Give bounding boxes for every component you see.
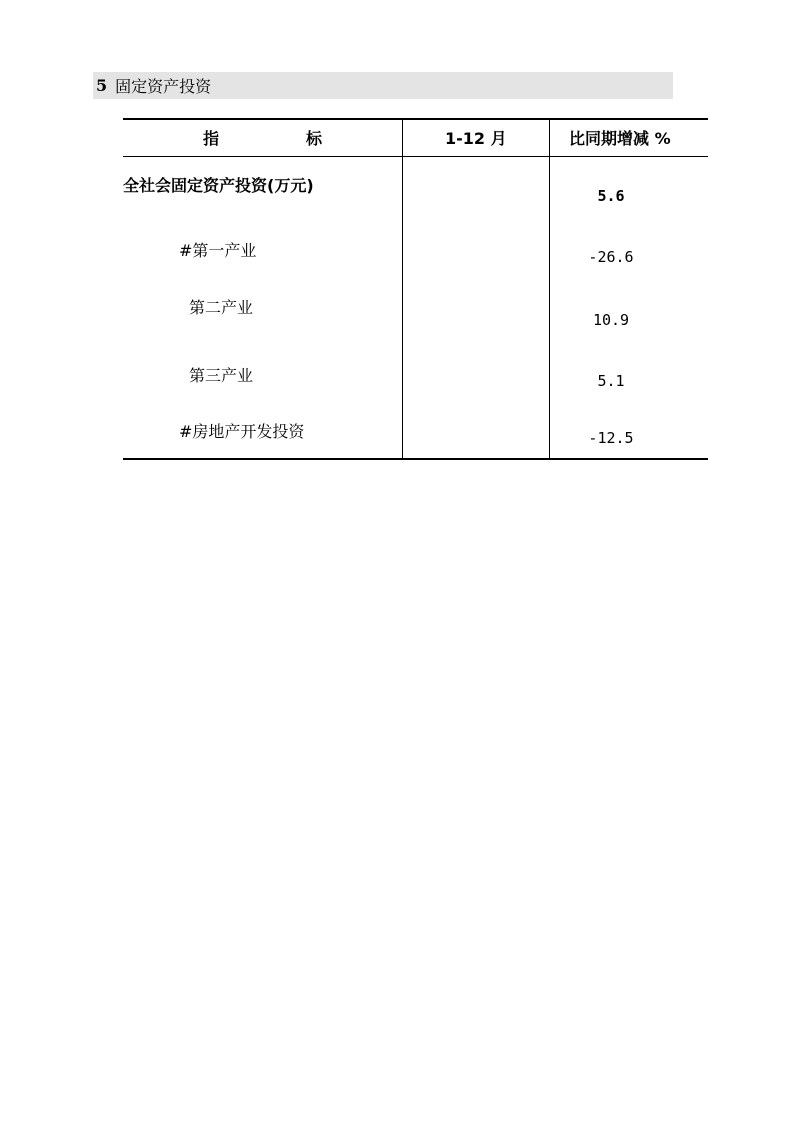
header-divider [123,156,708,157]
investment-table [123,118,708,460]
row-label-secondary: 第二产业 [189,298,254,317]
row-change-primary: -26.6 [588,248,634,266]
section-title: 固定资产投资 [115,77,212,96]
row-label-real-estate: #房地产开发投资 [179,422,305,441]
column-divider [402,120,403,458]
column-divider [549,120,550,458]
row-label-tertiary: 第三产业 [189,366,254,385]
header-change: 比同期增减 % [569,129,671,148]
header-indicator-char2: 标 [306,129,323,148]
header-period: 1-12 月 [445,129,507,148]
row-label-primary: #第一产业 [179,241,257,260]
row-change-total: 5.6 [597,187,625,205]
section-header [93,72,673,99]
row-change-secondary: 10.9 [592,311,630,329]
section-number: 5 [96,76,108,95]
row-label-total: 全社会固定资产投资(万元) [123,176,314,195]
row-change-real-estate: -12.5 [588,429,634,447]
row-change-tertiary: 5.1 [597,372,625,390]
header-indicator-char1: 指 [203,129,220,148]
